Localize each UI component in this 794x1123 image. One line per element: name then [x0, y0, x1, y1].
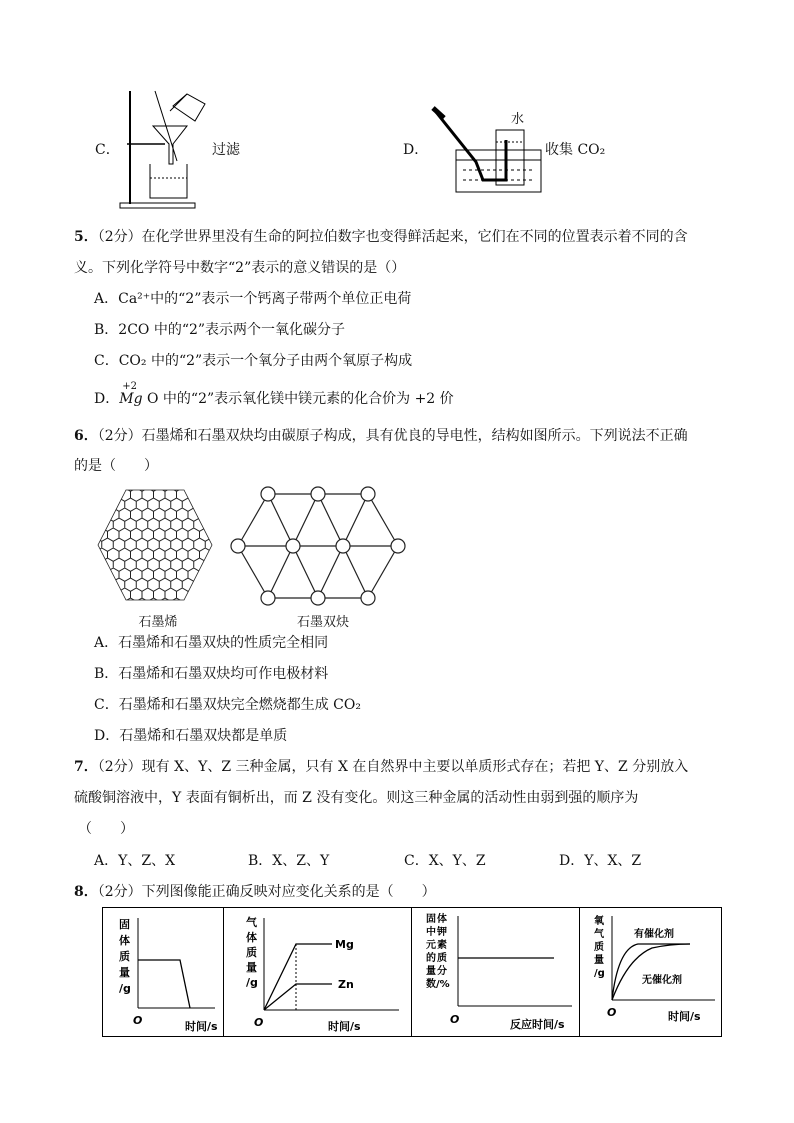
- option-c: C．CO₂ 中的“2”表示一个氧分子由两个氧原子构成: [94, 353, 413, 369]
- y-label-char: 分: [437, 966, 447, 977]
- y-label-char: 量: [119, 966, 130, 979]
- series-label-no-catalyst: 无催化剂: [642, 975, 682, 986]
- stem-text: （2分）现有 X、Y、Z 三种金属，只有 X 在自然界中主要以单质形式存在；若把 Y、Z 分别放入: [97, 759, 689, 775]
- y-label-char: 固: [119, 918, 130, 931]
- graph-c: [412, 908, 579, 1036]
- gas-collection-figure: [428, 100, 543, 196]
- option-letter: C．: [95, 142, 120, 158]
- graphene-structure-figure: [96, 488, 214, 603]
- origin-label: O: [133, 1014, 143, 1027]
- y-label-char: /g: [246, 976, 258, 989]
- filtration-apparatus-figure: [115, 86, 210, 212]
- element-symbol: Mg: [119, 391, 143, 407]
- option-b: B．石墨烯和石墨双炔均可作电极材料: [94, 666, 329, 682]
- y-label-char: 气: [246, 916, 257, 929]
- graph-b: [224, 908, 411, 1036]
- question-stem-line: [74, 227, 688, 247]
- figure-caption-graphene: 石墨烯: [138, 615, 178, 630]
- y-label-char: 的: [426, 953, 436, 964]
- x-axis-label: 反应时间/s: [510, 1018, 565, 1031]
- x-axis-label: 时间/s: [185, 1020, 218, 1033]
- stem-text: （2分）在化学世界里没有生命的阿拉伯数字也变得鲜活起来，它们在不同的位置表示着不同的含: [97, 229, 688, 245]
- graph-panel: [102, 907, 722, 1037]
- question-number: 7．: [74, 759, 98, 775]
- question-number: 5．: [74, 229, 98, 245]
- y-label-char: 氧: [594, 916, 604, 927]
- option-d: D．石墨烯和石墨双炔都是单质: [94, 728, 288, 744]
- graphdiyne-structure-figure: [226, 486, 410, 606]
- y-label-char: 体: [437, 914, 447, 925]
- y-label-char: 量: [594, 955, 604, 966]
- question-stem-line: 的是（ ）: [74, 458, 158, 474]
- y-label-char: 中: [426, 927, 436, 938]
- y-label-char: 体: [246, 931, 257, 944]
- y-label-char: 质: [246, 946, 257, 959]
- question-number: 6．: [74, 428, 98, 444]
- option-a: A．Y、Z、X: [94, 853, 176, 869]
- mg-valence-symbol: [119, 381, 143, 409]
- x-axis-label: 时间/s: [328, 1020, 361, 1033]
- option-b: B．X、Z、Y: [248, 853, 330, 869]
- y-label-char: 素: [437, 940, 447, 951]
- option-label: 过滤: [212, 142, 240, 158]
- question-number: 8．: [74, 884, 98, 900]
- option-d: [94, 381, 454, 409]
- y-label-char: 数/%: [426, 979, 450, 990]
- water-label: 水: [511, 112, 525, 127]
- option-c: C．X、Y、Z: [404, 853, 486, 869]
- series-label-mg: Mg: [335, 938, 354, 951]
- series-label-catalyst: 有催化剂: [634, 929, 674, 940]
- series-line-mg: [264, 944, 332, 1010]
- series-line-no-catalyst: [612, 944, 690, 1000]
- y-label-char: 量: [246, 961, 257, 974]
- option-d: D．Y、X、Z: [559, 853, 642, 869]
- graph-a: [103, 908, 223, 1036]
- origin-label: O: [450, 1013, 460, 1026]
- y-label-char: 固: [426, 914, 436, 925]
- graph-d: [580, 908, 720, 1036]
- question-stem-line: [74, 882, 436, 902]
- option-letter: D．: [403, 142, 429, 158]
- y-label-char: 量: [426, 966, 436, 977]
- series-line-catalyst: [612, 944, 690, 1000]
- stem-text: （2分）石墨烯和石墨双炔均由碳原子构成，具有优良的导电性，结构如图所示。下列说法不正确: [97, 428, 688, 444]
- option-a: A．石墨烯和石墨双炔的性质完全相同: [94, 635, 329, 651]
- stem-text: （2分）下列图像能正确反映对应变化关系的是（ ）: [97, 884, 436, 900]
- question-stem-line: 硫酸铜溶液中，Y 表面有铜析出，而 Z 没有变化。则这三种金属的活动性由弱到强的顺序为: [74, 790, 639, 806]
- option-label: 收集 CO₂: [545, 142, 606, 158]
- option-c: C．石墨烯和石墨双炔完全燃烧都生成 CO₂: [94, 697, 361, 713]
- figure-caption-graphdiyne: 石墨双炔: [296, 615, 349, 630]
- y-label-char: 质: [119, 950, 130, 963]
- x-axis-label: 时间/s: [668, 1010, 701, 1023]
- option-letter: D．: [94, 391, 120, 407]
- origin-label: O: [607, 1006, 617, 1019]
- question-stem-line: [74, 426, 688, 446]
- y-label-char: /g: [119, 982, 131, 995]
- series-label-zn: Zn: [338, 978, 354, 991]
- question-stem-line: （ ）: [78, 821, 134, 837]
- question-stem-line: 义。下列化学符号中数字“2”表示的意义错误的是（）: [74, 260, 406, 276]
- y-label-char: 体: [119, 934, 130, 947]
- y-label-char: 钾: [437, 927, 447, 938]
- y-label-char: 气: [594, 929, 604, 940]
- option-text: O 中的“2”表示氧化镁中镁元素的化合价为 +2 价: [142, 391, 454, 407]
- valence-superscript: +2: [122, 381, 137, 392]
- y-label-char: 质: [437, 953, 447, 964]
- option-a: A．Ca²⁺中的“2”表示一个钙离子带两个单位正电荷: [94, 291, 412, 307]
- y-label-char: /g: [594, 968, 605, 979]
- origin-label: O: [254, 1016, 264, 1029]
- y-label-char: 质: [594, 942, 604, 953]
- question-stem-line: [74, 757, 688, 777]
- y-label-char: 元: [426, 940, 436, 951]
- option-b: B．2CO 中的“2”表示两个一氧化碳分子: [94, 322, 346, 338]
